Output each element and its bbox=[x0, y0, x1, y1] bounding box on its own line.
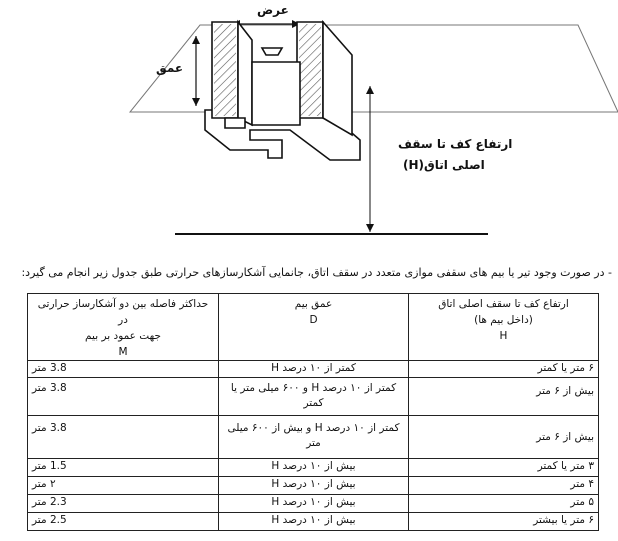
cell-spacing: 3.8 متر bbox=[28, 361, 219, 378]
cell-spacing: 3.8 متر bbox=[28, 416, 219, 459]
beam-diagram bbox=[0, 0, 618, 245]
cell-spacing: 3.8 متر bbox=[28, 378, 219, 416]
table-row bbox=[28, 513, 599, 531]
intro-text: - در صورت وجود تیر یا بیم های سقفی موازی متعدد در سقف اتاق، جانمایی آشکارسازهای حرارتی طبق جدول زیر انجام می گیرد: bbox=[21, 266, 612, 279]
header-spacing-line2: جهت عمود بر بیم bbox=[85, 330, 161, 342]
cell-depth: بیش از ۱۰ درصد H bbox=[219, 459, 409, 477]
cell-height: ۶ متر یا بیشتر bbox=[409, 513, 599, 531]
table-row bbox=[28, 416, 599, 459]
cell-height: ۶ متر یا کمتر bbox=[409, 361, 599, 378]
cell-spacing: 2.5 متر bbox=[28, 513, 219, 531]
table-row bbox=[28, 378, 599, 416]
beam-diagram-svg bbox=[0, 0, 618, 245]
table-row bbox=[28, 361, 599, 378]
cell-depth: بیش از ۱۰ درصد H bbox=[219, 513, 409, 531]
cell-depth: بیش از ۱۰ درصد H bbox=[219, 495, 409, 513]
header-spacing bbox=[28, 294, 219, 361]
cell-height: ۵ متر bbox=[409, 495, 599, 513]
cell-height: بیش از ۶ متر bbox=[409, 378, 599, 416]
header-height bbox=[409, 294, 599, 361]
header-depth-symbol: D bbox=[309, 314, 318, 326]
cell-height: ۴ متر bbox=[409, 477, 599, 495]
cell-depth: کمتر از ۱۰ درصد H و بیش از ۶۰۰ میلی متر bbox=[219, 416, 409, 459]
cell-depth: کمتر از ۱۰ درصد H bbox=[219, 361, 409, 378]
cell-spacing: 1.5 متر bbox=[28, 459, 219, 477]
depth-label: عمق bbox=[156, 61, 184, 75]
header-height-symbol: H bbox=[499, 330, 508, 342]
beam-assembly bbox=[205, 22, 360, 160]
table-row bbox=[28, 477, 599, 495]
table-row bbox=[28, 459, 599, 477]
width-label: عرض bbox=[257, 3, 289, 17]
table-row bbox=[28, 495, 599, 513]
table-header-row bbox=[28, 294, 599, 361]
beam-spacing-table bbox=[27, 293, 599, 531]
header-spacing-line1: حداکثر فاصله بین دو آشکارساز حرارتی در bbox=[37, 298, 209, 326]
cell-height: ۳ متر یا کمتر bbox=[409, 459, 599, 477]
height-label-line2: اصلی اتاق(H) bbox=[403, 158, 485, 172]
header-depth-line1: عمق بیم bbox=[294, 298, 333, 310]
header-depth bbox=[219, 294, 409, 361]
header-spacing-symbol: M bbox=[118, 346, 128, 358]
ceiling-plane bbox=[130, 25, 618, 112]
cell-spacing: 2.3 متر bbox=[28, 495, 219, 513]
cell-spacing: ۲ متر bbox=[28, 477, 219, 495]
cell-depth: بیش از ۱۰ درصد H bbox=[219, 477, 409, 495]
cell-height: بیش از ۶ متر bbox=[409, 416, 599, 459]
header-height-line1: ارتفاع کف تا سقف اصلی اتاق bbox=[438, 298, 569, 310]
height-label-line1: ارتفاع کف تا سقف bbox=[398, 137, 513, 151]
header-height-line2: (داخل بیم ها) bbox=[474, 314, 533, 326]
cell-depth: کمتر از ۱۰ درصد H و ۶۰۰ میلی متر یا کمتر bbox=[219, 378, 409, 416]
